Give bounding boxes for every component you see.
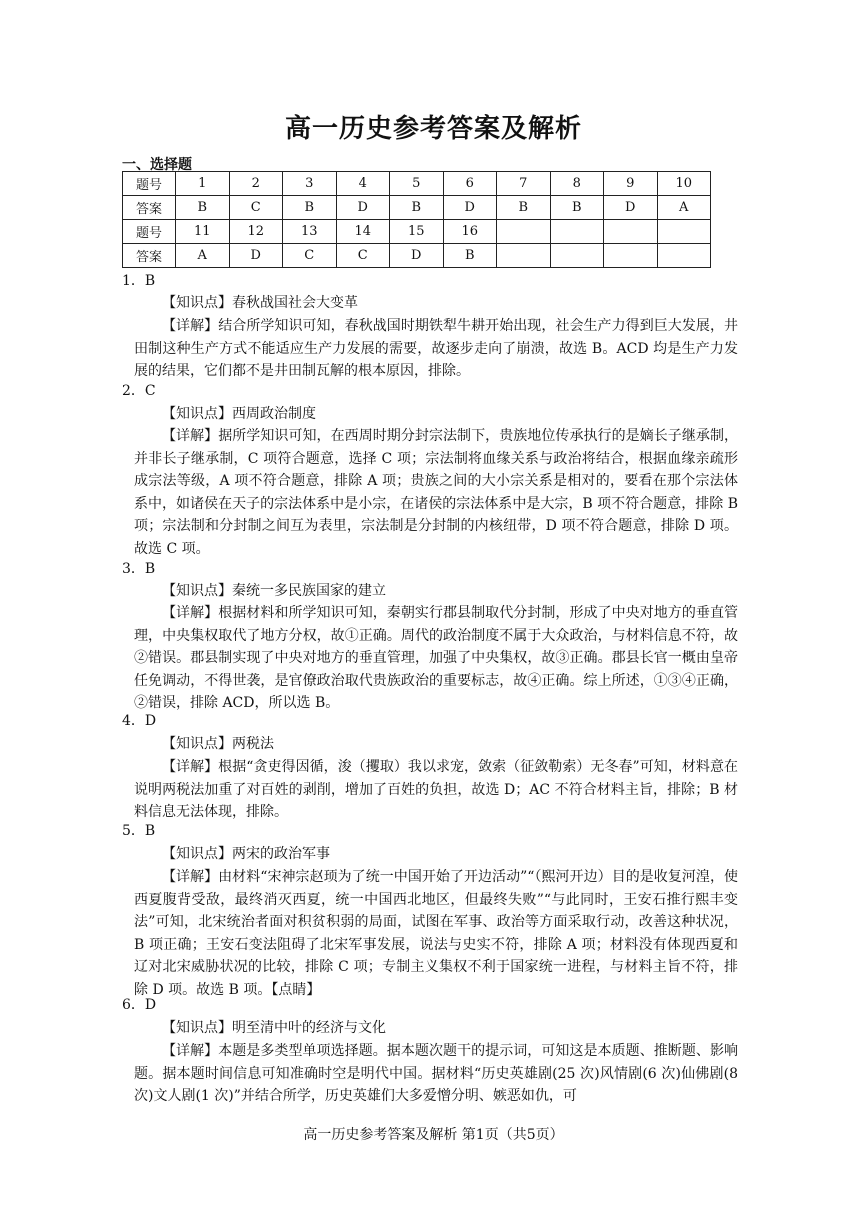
row-label: 题号 [123, 220, 176, 244]
question-2-detail: 【详解】据所学知识可知，在西周时期分封宗法制下，贵族地位传承执行的是嫡长子继承制，并非长子继承制，C 项符合题意，选择 C 项；宗法制将血缘关系与政治将结合，根据血缘亲疏形成宗法等级，A 项不符合题意，排除 A 项；贵族之间的大小宗关系是相对的，要看在那个宗法体系中，如诸侯在天子的宗法体系中是小宗，在诸侯的宗法体系中是大宗，B 项不符合题意，排除 B 项；宗法制和分封制之间互为表里，宗法制是分封制的内核纽带，D 项不符合题意，排除 D 项。故选 C 项。 [134, 428, 738, 557]
table-cell: 15 [390, 220, 444, 244]
table-row [123, 172, 711, 196]
table-cell: D [229, 244, 283, 268]
table-cell: 7 [497, 172, 551, 196]
table-cell: 12 [229, 220, 283, 244]
question-1-answer: 1．B [122, 273, 156, 289]
question-3-answer: 3．B [122, 561, 156, 577]
table-cell: 3 [283, 172, 337, 196]
table-cell: D [390, 244, 444, 268]
table-cell: 16 [443, 220, 497, 244]
table-cell: B [497, 196, 551, 220]
table-cell: D [604, 196, 658, 220]
table-cell: B [176, 196, 230, 220]
question-2-answer: 2．C [122, 383, 156, 399]
table-cell: 4 [336, 172, 390, 196]
table-cell: 8 [550, 172, 604, 196]
table-cell: C [336, 244, 390, 268]
table-cell: B [443, 244, 497, 268]
table-cell: B [390, 196, 444, 220]
row-label: 题号 [123, 172, 176, 196]
question-5-knowledge-point: 【知识点】两宋的政治军事 [162, 846, 330, 862]
table-cell: A [657, 196, 711, 220]
page-footer: 高一历史参考答案及解析 第1页（共5页） [303, 1127, 564, 1143]
question-5-answer: 5．B [122, 823, 156, 839]
table-cell [497, 220, 551, 244]
table-cell: D [443, 196, 497, 220]
table-cell: B [283, 196, 337, 220]
table-cell [657, 244, 711, 268]
question-4-answer: 4．D [122, 713, 157, 729]
question-3-knowledge-point: 【知识点】秦统一多民族国家的建立 [162, 583, 386, 599]
table-cell [604, 244, 658, 268]
table-cell: 2 [229, 172, 283, 196]
table-cell [657, 220, 711, 244]
table-row [123, 244, 711, 268]
table-cell: 11 [176, 220, 230, 244]
table-cell [497, 244, 551, 268]
question-5-detail: 【详解】由材料“宋神宗赵顼为了统一中国开始了开边活动”“（熙河开边）目的是收复河湟，使西夏腹背受敌，最终消灭西夏，统一中国西北地区，但最终失败”“与此同时，王安石推行熙丰变法”可知，北宋统治者面对积贫积弱的局面，试图在军事、政治等方面采取行动，改善这种状况，B 项正确；王安石变法阻碍了北宋军事发展，说法与史实不符，排除 A 项；材料没有体现西夏和辽对北宋威胁状况的比较，排除 C 项；专制主义集权不利于国家统一进程，与材料主旨不符，排除 D 项。故选 B 项。【点睛】 [134, 869, 738, 998]
question-1-detail: 【详解】结合所学知识可知，春秋战国时期铁犁牛耕开始出现，社会生产力得到巨大发展，井田制这种生产方式不能适应生产力发展的需要，故逐步走向了崩溃，故选 B。ACD 均是生产力发展的结果，它们都不是井田制瓦解的根本原因，排除。 [134, 318, 738, 379]
table-cell: 1 [176, 172, 230, 196]
question-6-knowledge-point: 【知识点】明至清中叶的经济与文化 [162, 1020, 386, 1036]
question-1-knowledge-point: 【知识点】春秋战国社会大变革 [162, 295, 358, 311]
table-cell: C [229, 196, 283, 220]
table-cell [550, 220, 604, 244]
question-4-knowledge-point: 【知识点】两税法 [162, 736, 274, 752]
section-heading: 一、选择题 [122, 157, 192, 173]
table-cell: 5 [390, 172, 444, 196]
table-cell: 14 [336, 220, 390, 244]
page-title: 高一历史参考答案及解析 [284, 114, 582, 144]
question-6-detail: 【详解】本题是多类型单项选择题。据本题次题干的提示词，可知这是本质题、推断题、影响题。据本题时间信息可知准确时空是明代中国。据材料“历史英雄剧(25 次)风情剧(6 次)仙佛剧(8 次)文人剧(1 次)”并结合所学，历史英雄们大多爱憎分明、嫉恶如仇，可 [134, 1043, 738, 1104]
table-cell: 13 [283, 220, 337, 244]
table-cell: D [336, 196, 390, 220]
table-cell: B [550, 196, 604, 220]
table-row [123, 220, 711, 244]
answer-table [122, 171, 711, 268]
question-3-detail: 【详解】根据材料和所学知识可知，秦朝实行郡县制取代分封制，形成了中央对地方的垂直管理，中央集权取代了地方分权，故①正确。周代的政治制度不属于大众政治，与材料信息不符，故②错误。郡县制实现了中央对地方的垂直管理，加强了中央集权，故③正确。郡县长官一概由皇帝任免调动，不得世袭，是官僚政治取代贵族政治的重要标志，故④正确。综上所述，①③④正确，②错误，排除 ACD，所以选 B。 [134, 605, 738, 711]
question-6-answer: 6．D [122, 997, 157, 1013]
table-cell: 10 [657, 172, 711, 196]
table-row [123, 196, 711, 220]
table-cell: A [176, 244, 230, 268]
question-2-knowledge-point: 【知识点】西周政治制度 [162, 406, 316, 422]
table-cell [604, 220, 658, 244]
table-cell: 6 [443, 172, 497, 196]
table-cell: C [283, 244, 337, 268]
table-cell: 9 [604, 172, 658, 196]
table-cell [550, 244, 604, 268]
question-4-detail: 【详解】根据“贪吏得因循，浚（攫取）我以求宠，敛索（征敛勒索）无冬春”可知，材料意在说明两税法加重了对百姓的剥削，增加了百姓的负担，故选 D；AC 不符合材料主旨，排除；B 材料信息无法体现，排除。 [134, 759, 738, 820]
row-label: 答案 [123, 244, 176, 268]
row-label: 答案 [123, 196, 176, 220]
